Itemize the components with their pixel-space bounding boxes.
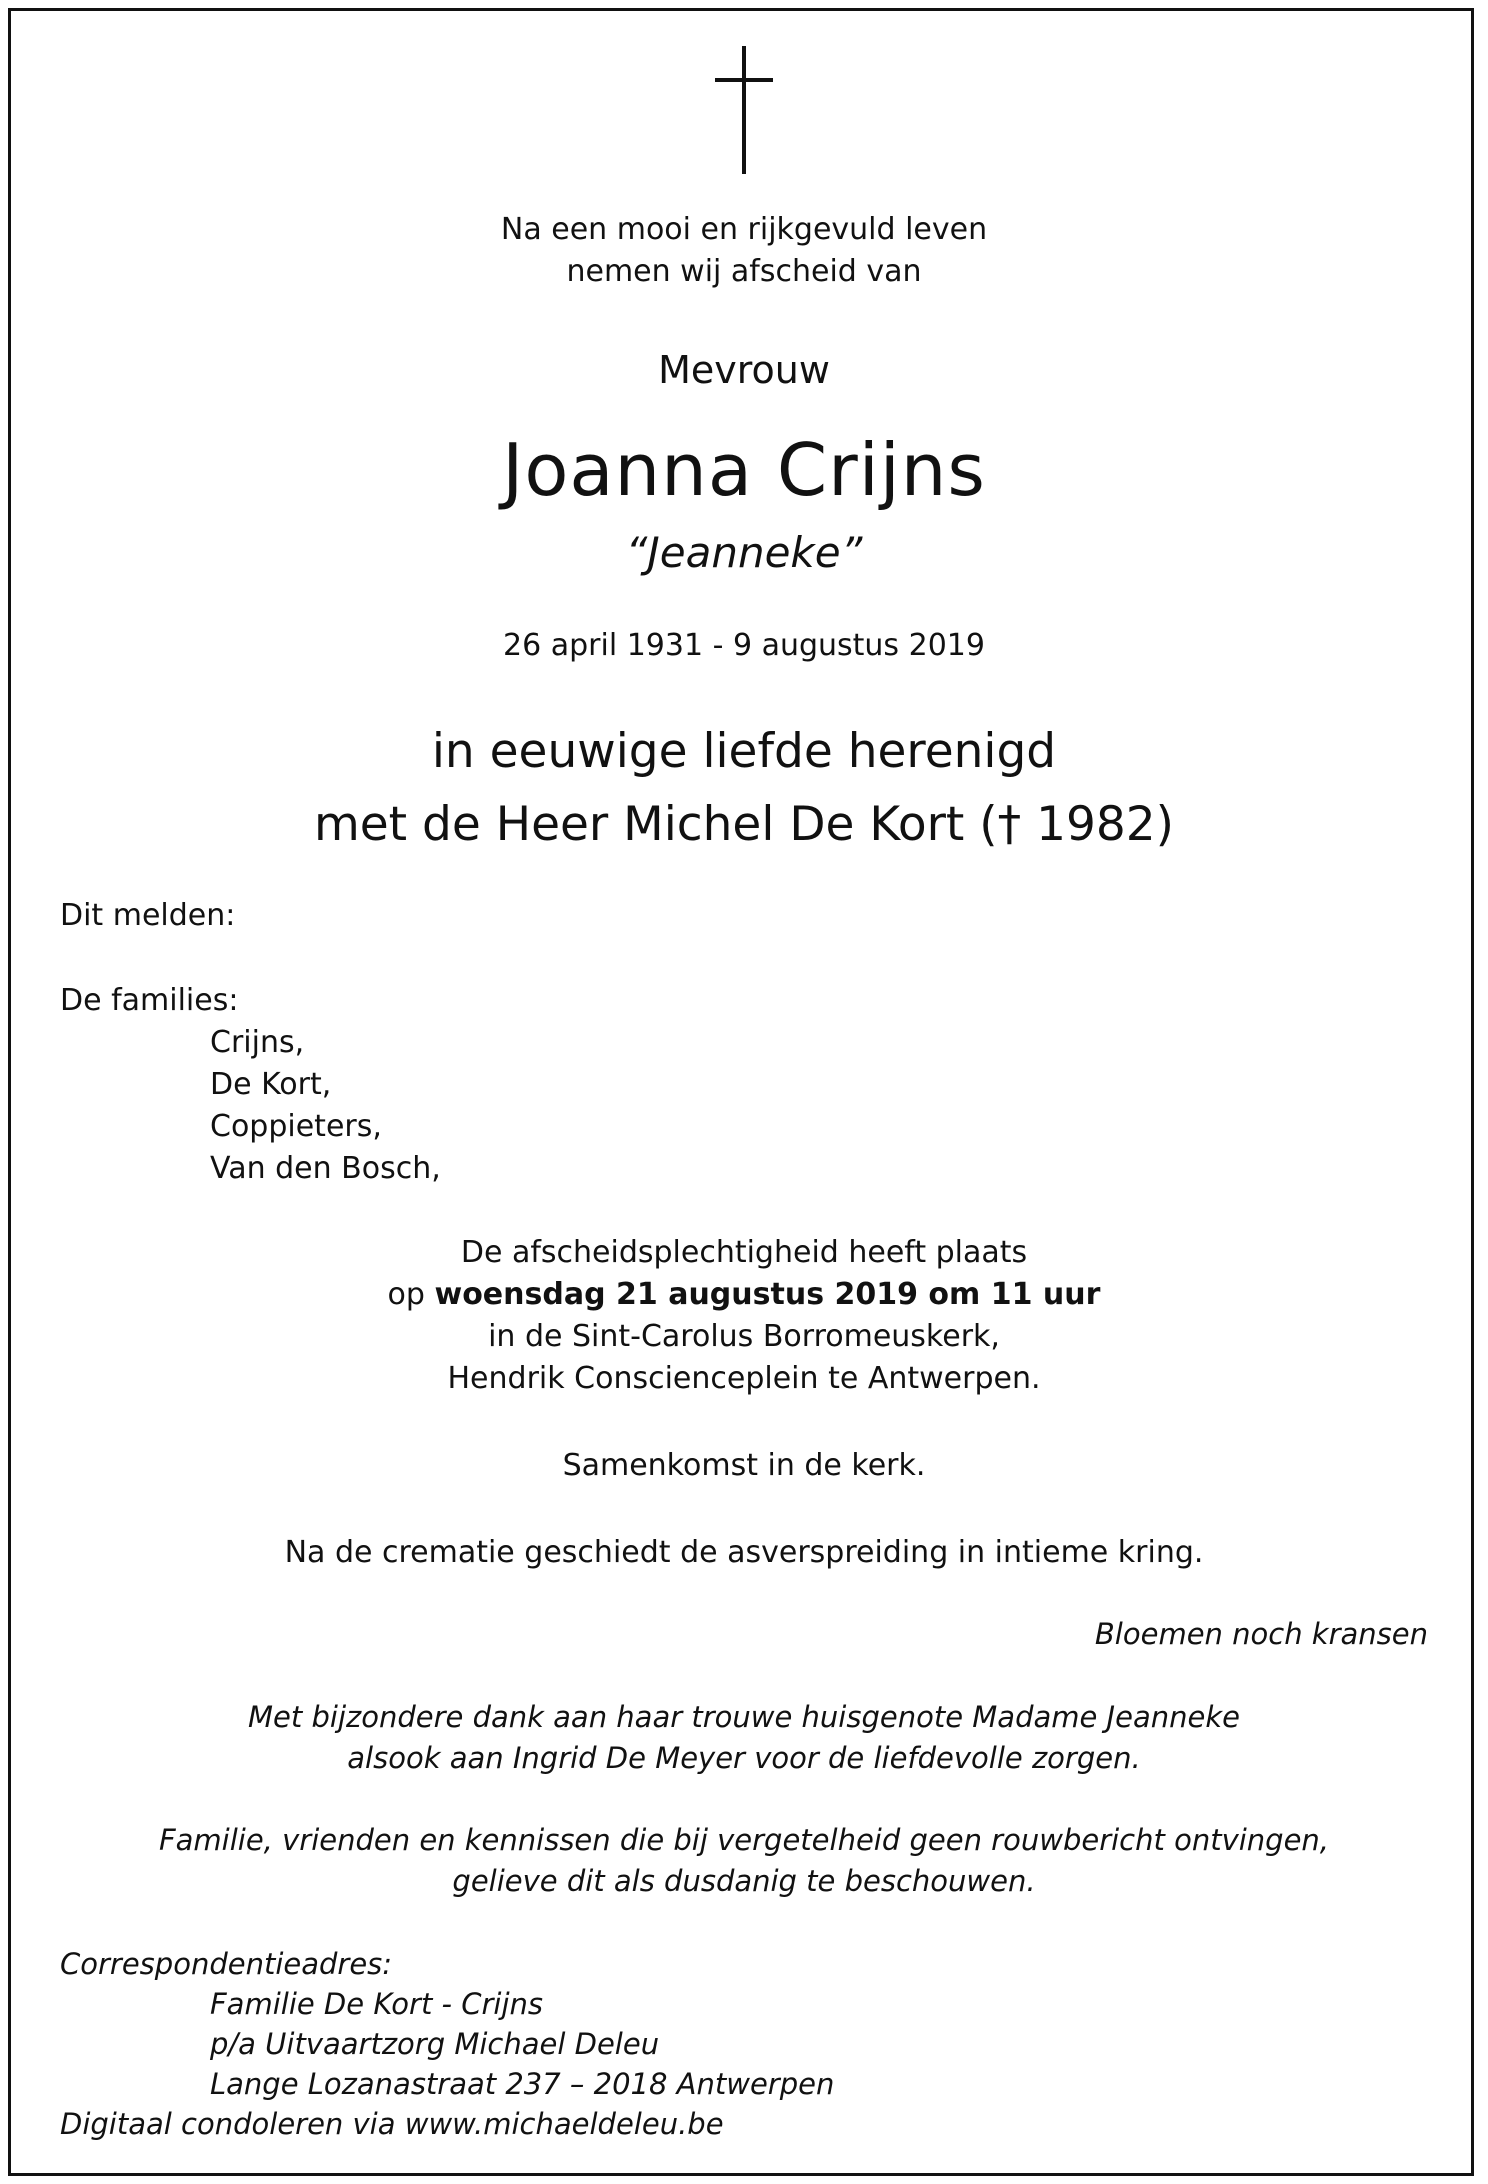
honorific-title: Mevrouw	[658, 348, 830, 392]
correspondence-line-1: Familie De Kort - Crijns	[210, 1987, 544, 2021]
correspondence-line-2: p/a Uitvaartzorg Michael Deleu	[210, 2027, 660, 2061]
thanks-line-2: alsook aan Ingrid De Meyer voor de liefdevolle zorgen.	[347, 1741, 1141, 1775]
ceremony-line-3: in de Sint-Carolus Borromeuskerk,	[488, 1319, 1000, 1354]
cremation-note: Na de crematie geschiedt de asverspreiding in intieme kring.	[284, 1535, 1204, 1570]
ceremony-line-1: De afscheidsplechtigheid heeft plaats	[460, 1235, 1028, 1270]
notice-line-2: gelieve dit als dusdanig te beschouwen.	[452, 1864, 1036, 1898]
families-label: De families:	[60, 983, 239, 1018]
cross-icon	[700, 46, 788, 174]
ceremony-prefix: op	[387, 1277, 435, 1312]
ceremony-line-4: Hendrik Conscienceplein te Antwerpen.	[447, 1361, 1041, 1396]
intro-line-2: nemen wij afscheid van	[566, 254, 922, 289]
deceased-name: Joanna Crijns	[502, 428, 986, 512]
family-item: Van den Bosch,	[210, 1151, 441, 1186]
thanks-line-1: Met bijzondere dank aan haar trouwe huisgenote Madame Jeanneke	[248, 1700, 1240, 1734]
correspondence-line-3: Lange Lozanastraat 237 – 2018 Antwerpen	[210, 2067, 835, 2101]
intro-line-1: Na een mooi en rijkgevuld leven	[500, 212, 988, 247]
notice-line-1: Familie, vrienden en kennissen die bij vergetelheid geen rouwbericht ontvingen,	[158, 1823, 1330, 1857]
family-item: Crijns,	[210, 1025, 305, 1060]
family-item: De Kort,	[210, 1067, 332, 1102]
ceremony-line-2	[0, 1277, 1488, 1312]
gathering-note: Samenkomst in de kerk.	[562, 1448, 926, 1483]
ceremony-datetime: woensdag 21 augustus 2019 om 11 uur	[434, 1277, 1101, 1312]
deceased-nickname: “Jeanneke”	[625, 528, 863, 577]
family-item: Coppieters,	[210, 1109, 382, 1144]
reunited-line-1: in eeuwige liefde herenigd	[431, 724, 1057, 779]
correspondence-label: Correspondentieadres:	[60, 1947, 393, 1981]
announcement-label: Dit melden:	[60, 898, 236, 933]
condolence-link[interactable]: Digitaal condoleren via www.michaeldeleu.be	[60, 2107, 724, 2141]
reunited-line-2: met de Heer Michel De Kort († 1982)	[313, 797, 1175, 852]
flowers-note: Bloemen noch kransen	[1094, 1617, 1428, 1651]
life-dates: 26 april 1931 - 9 augustus 2019	[503, 628, 985, 663]
